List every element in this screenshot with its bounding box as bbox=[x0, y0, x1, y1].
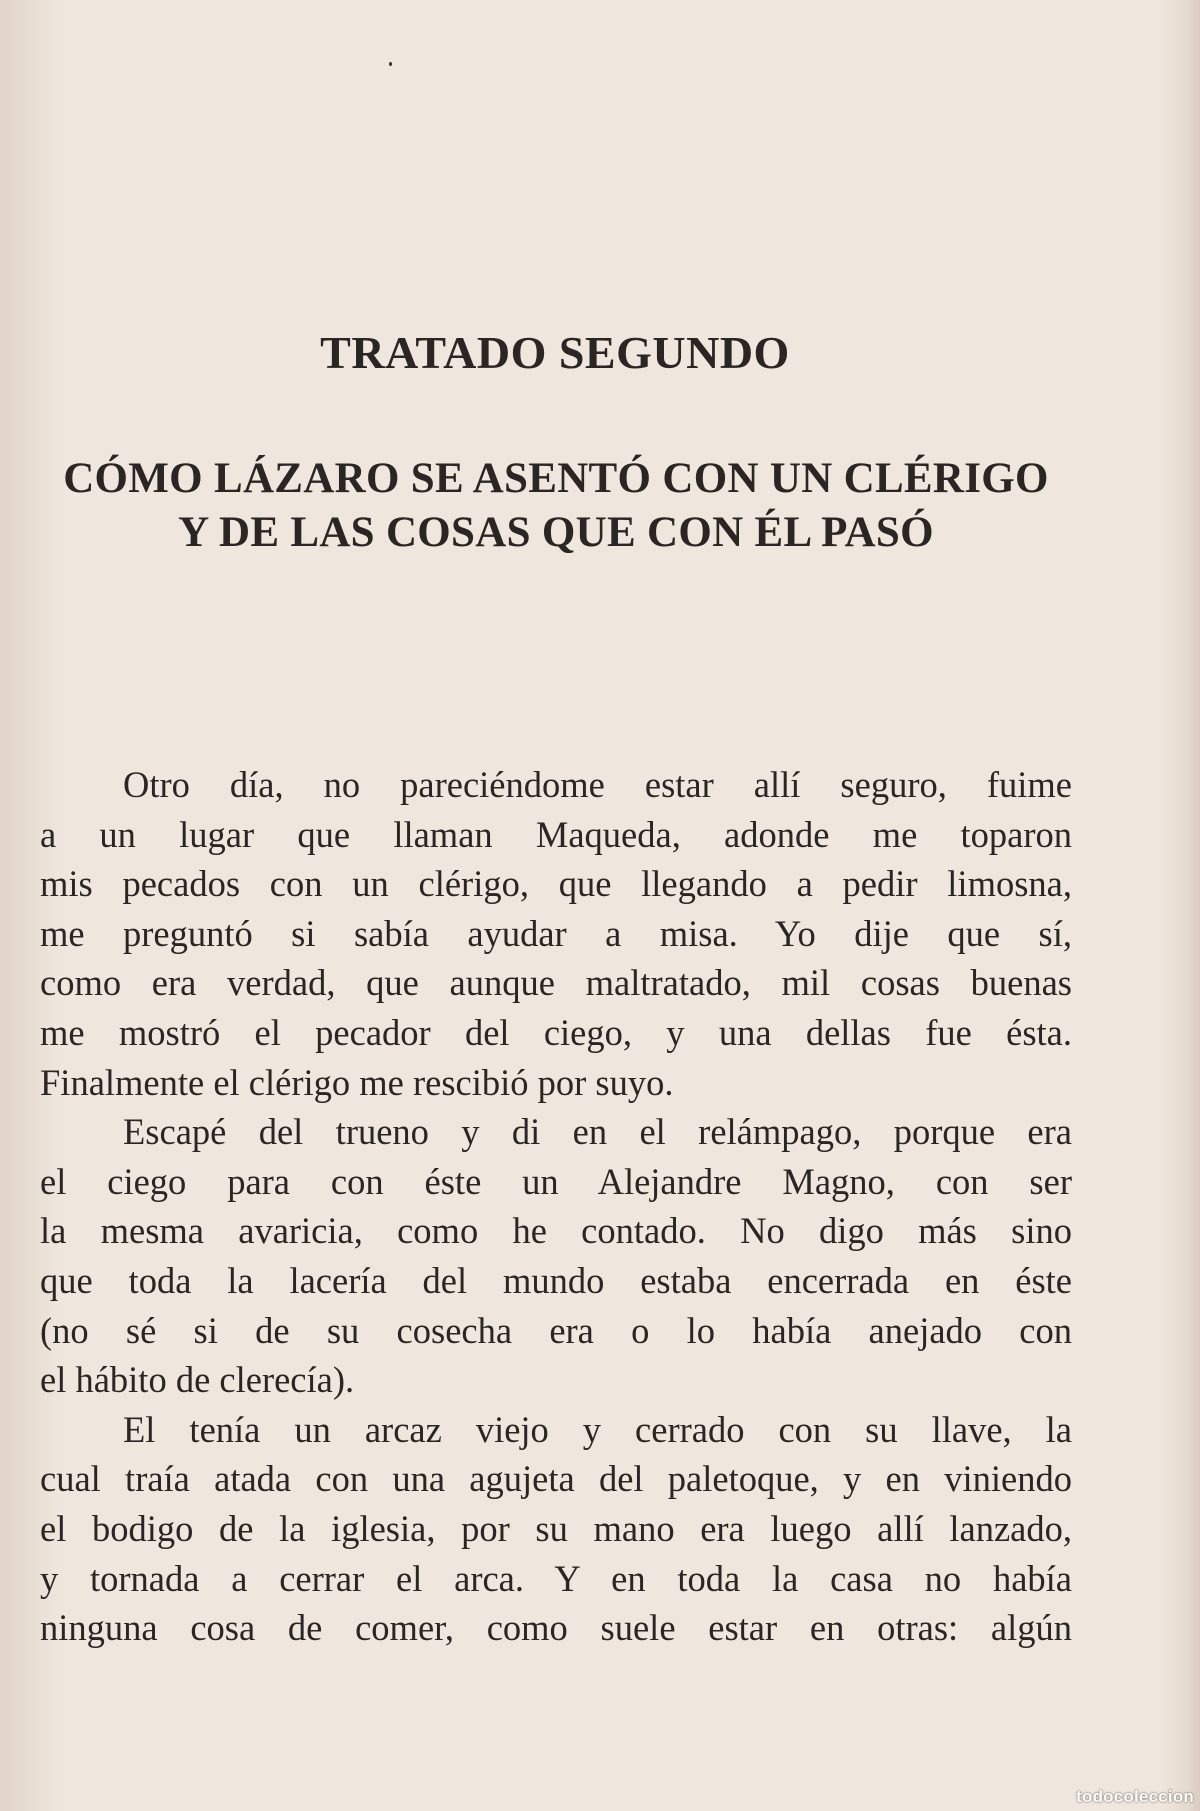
text-line: Finalmente el clérigo me rescibió por suyo. bbox=[40, 1061, 674, 1103]
text-line: me mostró el pecador del ciego, y una dellas fue ésta. bbox=[40, 1011, 1072, 1053]
text-line: el hábito de clerecía). bbox=[40, 1359, 355, 1401]
body-text bbox=[40, 760, 1072, 1653]
subtitle-line: CÓMO LÁZARO SE ASENTÓ CON UN CLÉRIGO bbox=[63, 455, 1049, 502]
text-line: me preguntó si sabía ayudar a misa. Yo dije que sí, bbox=[40, 912, 1072, 954]
text-line: (no sé si de su cosecha era o lo había anejado con bbox=[40, 1309, 1072, 1351]
subtitle-line: Y DE LAS COSAS QUE CON ÉL PASÓ bbox=[178, 509, 934, 556]
chapter-subtitle bbox=[38, 452, 1074, 560]
text-line: como era verdad, que aunque maltratado, mil cosas buenas bbox=[40, 962, 1072, 1004]
text-line: mis pecados con un clérigo, que llegando a pedir limosna, bbox=[40, 863, 1072, 905]
text-line: que toda la lacería del mundo estaba encerrada en éste bbox=[40, 1259, 1072, 1301]
text-line: ninguna cosa de comer, como suele estar en otras: algún bbox=[40, 1607, 1072, 1649]
page-edge bbox=[1186, 0, 1200, 1811]
text-line: Otro día, no pareciéndome estar allí seguro, fuime bbox=[123, 764, 1072, 805]
text-line: cual traía atada con una agujeta del paletoque, y en viniendo bbox=[40, 1458, 1072, 1500]
text-line: el ciego para con éste un Alejandre Magno, con ser bbox=[40, 1160, 1072, 1202]
paragraph bbox=[40, 1405, 1072, 1653]
paragraph bbox=[40, 760, 1072, 1107]
text-line: la mesma avaricia, como he contado. No digo más sino bbox=[40, 1210, 1072, 1252]
chapter-title: TRATADO SEGUNDO bbox=[320, 327, 790, 378]
text-line: el bodigo de la iglesia, por su mano era luego allí lanzado, bbox=[40, 1507, 1072, 1549]
text-line: El tenía un arcaz viejo y cerrado con su llave, la bbox=[123, 1408, 1072, 1450]
paragraph bbox=[40, 1107, 1072, 1405]
ink-speck bbox=[389, 62, 392, 66]
text-line: y tornada a cerrar el arca. Y en toda la casa no había bbox=[40, 1557, 1072, 1599]
text-line: Escapé del trueno y di en el relámpago, porque era bbox=[123, 1111, 1072, 1153]
watermark: todocoleccion bbox=[1076, 1787, 1194, 1806]
text-line: a un lugar que llaman Maqueda, adonde me toparon bbox=[40, 813, 1072, 855]
